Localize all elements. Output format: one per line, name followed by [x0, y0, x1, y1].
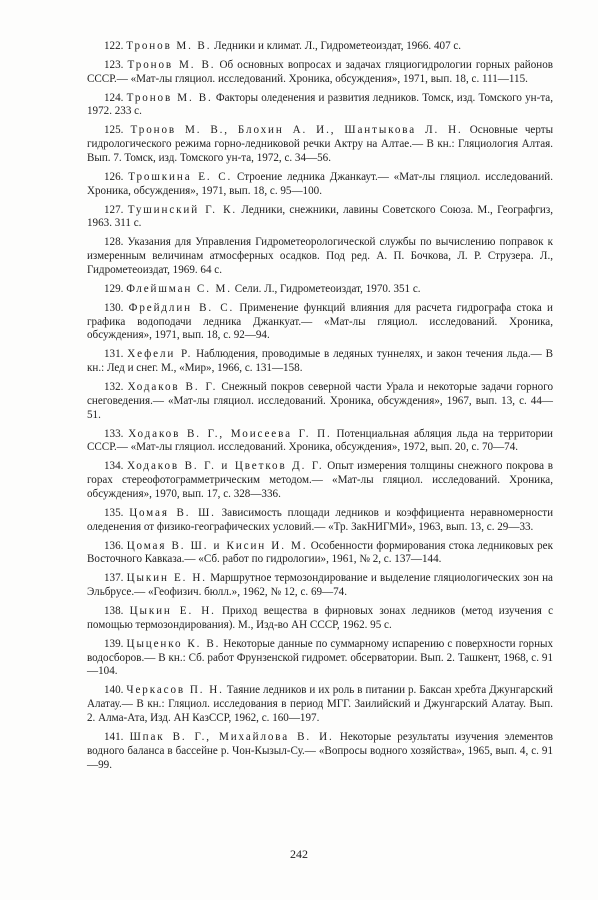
reference-author: Флейшман С. М. — [126, 282, 232, 295]
reference-entry — [87, 92, 553, 120]
reference-text: Указания для Управления Гидрометеорологической службы по вычислению поправок к измеренным величинам атмосферных осадков. Под ред. А. П. Бочкова, Л. Р. Струзера. Л., Гидрометеоиздат, 1969. 64 с. — [87, 236, 553, 277]
reference-entry — [87, 428, 553, 456]
reference-number: 133. — [104, 427, 124, 440]
reference-number: 122. — [104, 40, 124, 52]
reference-number: 135. — [104, 506, 124, 519]
reference-number: 140. — [104, 684, 124, 697]
reference-entry — [87, 605, 553, 633]
reference-number: 136. — [104, 539, 124, 552]
reference-entry — [87, 348, 553, 376]
reference-author: Цомая В. Ш. — [129, 506, 216, 519]
reference-author: Тронов М. В., Блохин А. И., Шантыкова Л. Н. — [130, 124, 463, 137]
reference-text: Факторы оледенения и развития ледников. Томск, изд. Томского ун-та, 1972. 233 с. — [87, 91, 553, 118]
reference-entry — [87, 638, 553, 680]
reference-text: Особенности формирования стока ледниковых рек Восточного Кавказа.— «Сб. работ по гидрологии», 1961, № 2, с. 137—144. — [87, 539, 554, 566]
reference-author: Ходаков В. Г. — [127, 380, 218, 393]
reference-entry — [87, 59, 553, 87]
reference-number: 131. — [104, 348, 124, 361]
reference-entry — [87, 460, 553, 502]
reference-author: Тронов М. В. — [126, 91, 213, 104]
reference-list — [87, 40, 553, 778]
reference-text: Наблюдения, проводимые в ледяных туннелях, и закон течения льда.— В кн.: Лед и снег. М., «Мир», 1966, с. 131—158. — [87, 348, 553, 375]
reference-number: 127. — [104, 203, 124, 216]
reference-author: Ходаков В. Г. и Цветков Д. Г. — [127, 460, 324, 473]
reference-text: Строение ледника Джанкаут.— «Мат-лы гляциол. исследований. Хроника, обсуждения», 1971, вып. 18, с. 95—100. — [87, 170, 553, 197]
reference-entry — [87, 507, 553, 535]
reference-text: Применение функций влияния для расчета гидрографа стока и графика водоподачи ледника Джанкуат.— «Мат-лы гляциол. исследований. Хроника, обсуждения», 1971, вып. 18, с. 92—94. — [87, 301, 553, 342]
reference-author: Трошкина Е. С. — [128, 170, 233, 183]
reference-number: 141. — [104, 730, 124, 743]
reference-entry — [87, 540, 553, 568]
reference-text: Основные черты гидрологического режима горно-ледниковой речки Актру на Алтае.— В кн.: Гляциология Алтая. Вып. 7. Томск, изд. Томского ун-та, 1972, с. 34—56. — [87, 124, 554, 165]
reference-author: Шпак В. Г., Михайлова В. И. — [129, 730, 334, 743]
reference-author: Фрейдлин В. С. — [128, 301, 235, 314]
reference-entry — [87, 381, 553, 423]
reference-text: Таяние ледников и их роль в питании р. Баксан хребта Джунгарский Алатау.— В кн.: Гляциол. исследования в период МГГ. Заилийский и Джунгарский Алатау. Вып. 2. Алма-Ата, Изд. АН КазССР, 1962, с. 160—197. — [87, 684, 553, 725]
reference-number: 139. — [104, 637, 124, 650]
reference-text: Сели. Л., Гидрометеоиздат, 1970. 351 с. — [234, 282, 421, 295]
reference-author: Цыкин Е. Н. — [126, 572, 207, 585]
reference-number: 138. — [104, 604, 124, 617]
reference-number: 130. — [104, 301, 124, 314]
reference-number: 123. — [104, 58, 124, 71]
reference-entry — [87, 171, 553, 199]
reference-entry — [87, 40, 553, 54]
reference-entry — [87, 572, 553, 600]
reference-author: Ходаков В. Г., Моисеева Г. П. — [128, 427, 332, 440]
reference-text: Некоторые результаты изучения элементов водного баланса в бассейне р. Чон-Кызыл-Су.— «Вопросы водного хозяйства», 1965, вып. 4, с. 91—99. — [87, 730, 553, 771]
reference-text: Ледники и климат. Л., Гидрометеоиздат, 1966. 407 с. — [214, 40, 462, 52]
reference-text: Снежный покров северной части Урала и некоторые задачи горного снеговедения.— «Мат-лы гляциол. исследований. Хроника, обсуждения», 1967, вып. 13, с. 44—51. — [87, 380, 553, 421]
reference-entry — [87, 204, 553, 232]
reference-number: 128. — [104, 236, 124, 249]
reference-text: Приход вещества в фирновых зонах ледников (метод изучения с помощью термозондирования). М., Изд-во АН СССР, 1962. 95 с. — [87, 604, 553, 631]
reference-entry — [87, 731, 553, 773]
reference-text: Потенциальная абляция льда на территории СССР.— «Мат-лы гляциол. исследований. Хроника, обсуждения», 1972, вып. 20, с. 70—74. — [87, 427, 553, 454]
reference-author: Хефели Р. — [127, 348, 193, 361]
reference-entry — [87, 283, 553, 297]
reference-text: Об основных вопросах и задачах гляциогидрологии горных районов СССР.— «Мат-лы гляциол. исследований. Хроника, обсуждения», 1971, вып. 18, с. 111—115. — [87, 58, 553, 85]
reference-author: Цыценко К. В. — [126, 637, 221, 650]
reference-entry — [87, 236, 553, 278]
reference-author: Тронов М. В. — [126, 40, 212, 52]
reference-entry — [87, 684, 553, 726]
reference-author: Цыкин Е. Н. — [129, 604, 216, 617]
page-number: 242 — [290, 847, 308, 861]
reference-text: Маршрутное термозондирование и выделение гляциологических зон на Эльбрусе.— «Геофизич. бюлл.», 1962, № 12, с. 69—74. — [87, 572, 553, 599]
reference-number: 132. — [104, 380, 124, 393]
reference-entry — [87, 302, 553, 344]
reference-text: Некоторые данные по суммарному испарению с поверхности горных водосборов.— В кн.: Сб. работ Фрунзенской гидромет. обсерватории. Вып. 2. Ташкент, 1968, с. 91—104. — [87, 637, 554, 678]
reference-number: 124. — [104, 91, 124, 104]
reference-text: Зависимость площади ледников и коэффициента неравномерности оледенения от физико-географических условий.— «Тр. ЗакНИГМИ», 1963, вып. 13, с. 29—33. — [87, 506, 554, 533]
reference-number: 126. — [104, 170, 124, 183]
reference-author: Тронов М. В. — [127, 58, 216, 71]
reference-text: Ледники, снежники, лавины Советского Союза. М., Географгиз, 1963. 311 с. — [87, 203, 553, 230]
reference-number: 125. — [104, 124, 124, 137]
reference-author: Цомая В. Ш. и Кисин И. М. — [126, 539, 308, 552]
reference-number: 137. — [104, 572, 124, 585]
reference-author: Черкасов П. Н. — [126, 684, 224, 697]
reference-number: 134. — [104, 460, 124, 473]
reference-text: Опыт измерения толщины снежного покрова в горах стереофотограмметрическим методом.— «Мат-лы гляциол. исследований. Хроника, обсуждения», 1970, вып. 17, с. 328—336. — [87, 460, 553, 501]
reference-author: Тушинский Г. К. — [127, 203, 238, 216]
reference-entry — [87, 124, 553, 166]
reference-number: 129. — [104, 282, 124, 295]
